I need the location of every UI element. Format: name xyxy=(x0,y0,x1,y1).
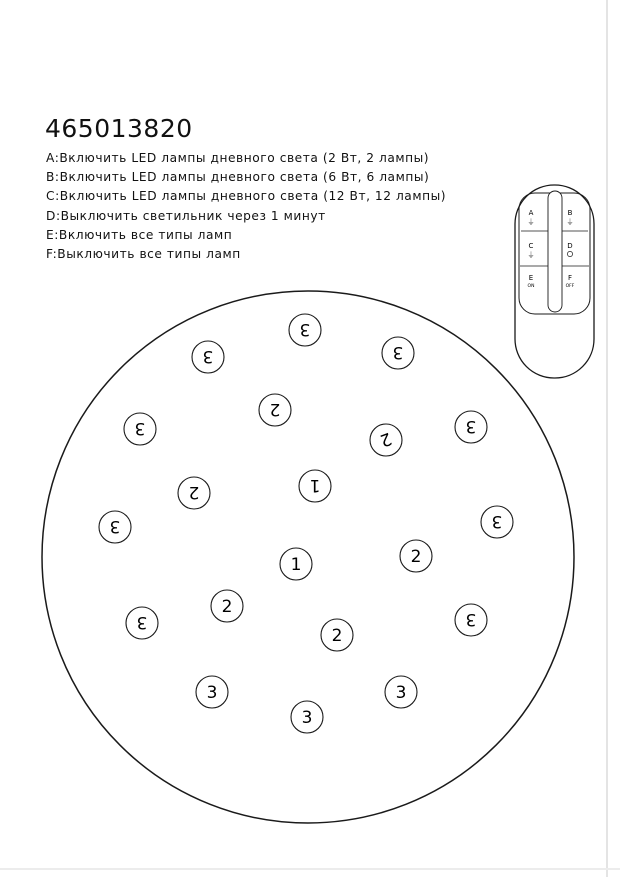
lamp-12w xyxy=(455,411,487,443)
lamp-label: 3 xyxy=(109,516,121,536)
bulb-icon: ⏚ xyxy=(566,218,574,226)
button-key: B xyxy=(567,209,573,217)
lamp-12w xyxy=(455,604,487,636)
lamp-12w xyxy=(289,314,321,346)
button-key: A xyxy=(528,209,534,217)
lamp-12w xyxy=(126,607,158,639)
lamp-label: 3 xyxy=(202,346,214,366)
lamp-12w xyxy=(291,701,323,733)
button-key: F xyxy=(567,274,573,282)
lamp-label: 1 xyxy=(309,475,321,495)
legend-key: B xyxy=(46,170,55,185)
lamp-label: 3 xyxy=(136,612,148,632)
remote-center-slot xyxy=(548,191,562,312)
lamp-label: 3 xyxy=(206,683,218,703)
lamp-12w xyxy=(481,506,513,538)
lamp-label: 3 xyxy=(465,609,477,629)
remote-button-c[interactable] xyxy=(528,242,535,259)
lamp-6w xyxy=(259,394,291,426)
bulb-icon: ⏚ xyxy=(527,218,535,226)
remote-control[interactable] xyxy=(515,185,594,378)
legend-text: Выключить все типы ламп xyxy=(57,247,241,262)
off-label: OFF xyxy=(565,284,575,289)
lamp-12w xyxy=(124,413,156,445)
legend-item-a: A:Включить LED лампы дневного света (2 Вт, 2 лампы) xyxy=(46,151,430,165)
legend-key: A xyxy=(46,151,55,165)
lamp-12w xyxy=(192,341,224,373)
legend-key: F xyxy=(46,247,53,262)
lamp-6w xyxy=(321,619,353,651)
lamp-6w xyxy=(211,590,243,622)
on-label: ON xyxy=(527,284,535,289)
lamp-label: 3 xyxy=(301,708,313,728)
legend-text: Включить LED лампы дневного света (2 Вт, 2 лампы) xyxy=(59,151,430,165)
lamp-12w xyxy=(382,337,414,369)
legend-key: C xyxy=(46,189,56,204)
legend-item-f: F:Выключить все типы ламп xyxy=(46,247,241,262)
model-number: 465013820 xyxy=(45,114,193,143)
lamp-label: 3 xyxy=(299,319,311,339)
button-key: E xyxy=(528,274,534,282)
lamp-6w xyxy=(370,424,402,456)
lamp-12w xyxy=(99,511,131,543)
button-key: C xyxy=(528,242,534,250)
lamp-label: 2 xyxy=(331,626,343,646)
legend-item-c: C:Включить LED лампы дневного света (12 Вт, 12 лампы) xyxy=(46,189,447,204)
lamp-12w xyxy=(385,676,417,708)
lamp-label: 2 xyxy=(377,427,395,451)
lamp-label: 2 xyxy=(221,597,233,617)
legend-text: Выключить светильник через 1 минут xyxy=(60,208,326,223)
button-key: D xyxy=(567,242,573,250)
lamp-2w xyxy=(280,548,312,580)
legend-item-e: E:Включить все типы ламп xyxy=(46,227,233,242)
lamp-label: 2 xyxy=(410,547,422,567)
legend-item-d: D:Выключить светильник через 1 минут xyxy=(46,208,326,223)
legend-key: D xyxy=(46,208,56,223)
legend-item-b: B:Включить LED лампы дневного света (6 Вт, 6 лампы) xyxy=(46,170,430,185)
lamp-label: 2 xyxy=(269,399,281,419)
bulb-icon: ⏚ xyxy=(527,251,535,259)
legend-text: Включить LED лампы дневного света (6 Вт, 6 лампы) xyxy=(59,170,430,185)
lamp-label: 1 xyxy=(290,555,302,575)
lamp-6w xyxy=(400,540,432,572)
legend-text: Включить все типы ламп xyxy=(58,227,233,242)
legend-key: E xyxy=(46,227,55,242)
lamp-label: 2 xyxy=(188,482,200,502)
lamp-2w xyxy=(299,470,331,502)
lamp-layer xyxy=(99,314,513,733)
lamp-label: 3 xyxy=(465,416,477,436)
lamp-label: 3 xyxy=(134,418,146,438)
lamp-12w xyxy=(196,676,228,708)
lamp-label: 3 xyxy=(392,342,404,362)
lamp-6w xyxy=(178,477,210,509)
legend-text: Включить LED лампы дневного света (12 Вт, 12 лампы) xyxy=(59,189,447,204)
lamp-label: 3 xyxy=(395,683,407,703)
lamp-label: 3 xyxy=(491,511,503,531)
